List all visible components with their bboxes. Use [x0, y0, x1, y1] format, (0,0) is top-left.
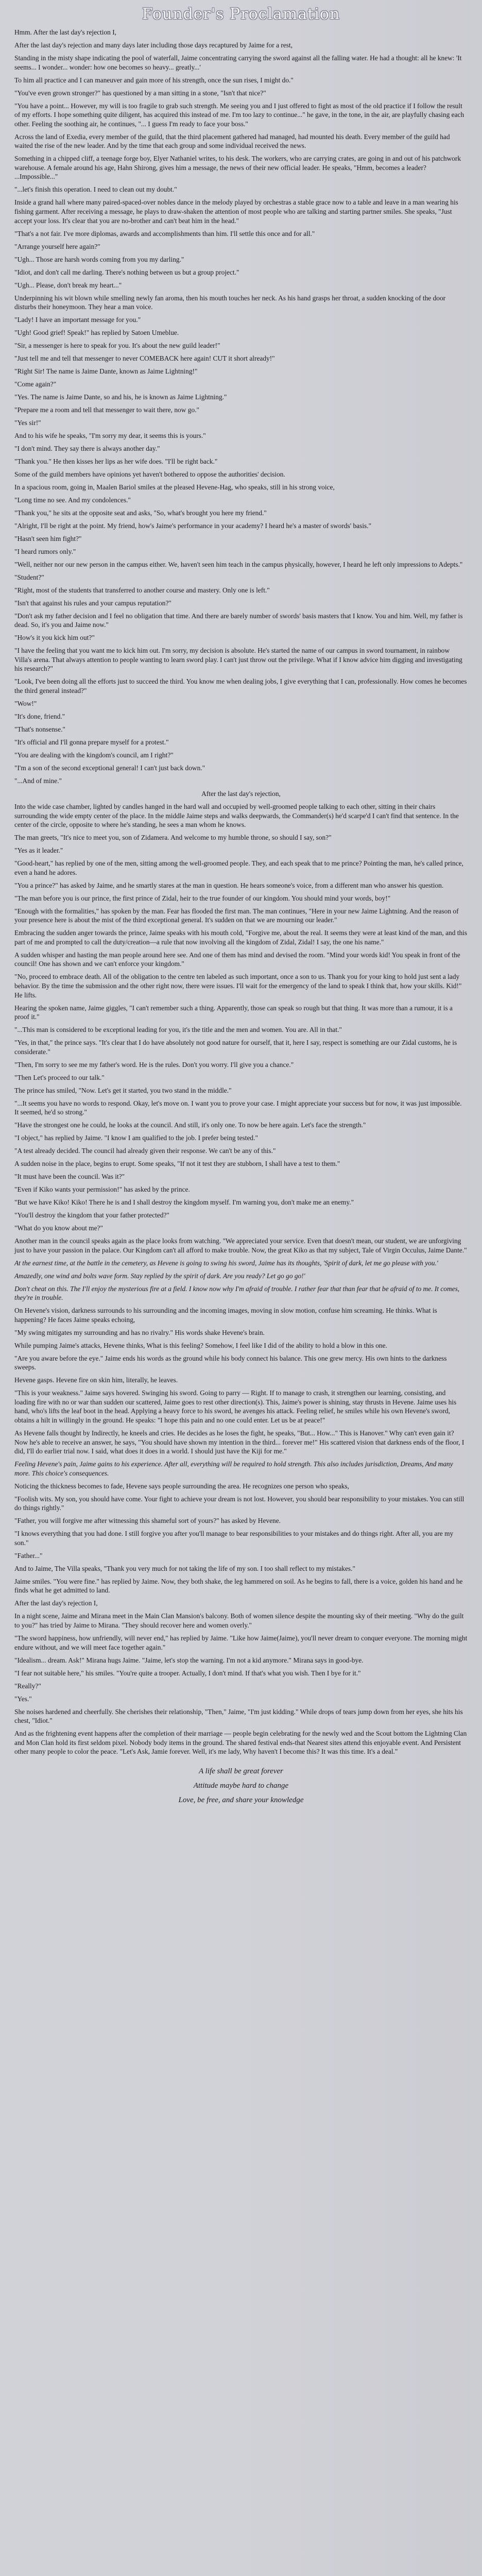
story-paragraph: "You'll destroy the kingdom that your father protected?"	[14, 1211, 169, 1219]
story-body	[14, 28, 468, 1756]
story-paragraph: And to Jaime, The Villa speaks, "Thank you very much for not taking the life of my son. I too shall reflect to my mistakes."	[14, 1564, 355, 1572]
story-paragraph: "Foolish wits. My son, you should have come. Your fight to achieve your dream is not lost. However, you should bear responsibility to your mistakes. You can still do things rightly."	[14, 1495, 464, 1512]
story-paragraph: "Ugh... Please, don't break my heart..."	[14, 281, 122, 289]
story-paragraph: "Just tell me and tell that messenger to never COMEBACK here again! CUT it short already!"	[14, 354, 275, 363]
story-paragraph: "Father..."	[14, 1551, 43, 1560]
story-paragraph: "Alright, I'll be right at the point. My friend, how's Jaime's performance in your academy? I heard he's a master of swords' basis."	[14, 521, 372, 530]
story-paragraph: Hevene gasps. Hevene fire on skin him, literally, he leaves.	[14, 1376, 178, 1384]
story-paragraph: "Idiot, and don't call me darling. There's nothing between us but a group project."	[14, 268, 239, 276]
story-paragraph: "You've even grown stronger?" has questioned by a man sitting in a stone, "Isn't that nice?"	[14, 89, 266, 97]
story-paragraph: "Isn't that against his rules and your campus reputation?"	[14, 599, 171, 607]
story-paragraph: "The sword happiness, how unfriendly, will never end," has replied by Jaime. "Like how Jaime(Jaime), you'll never dream to conquer everyone. The morning might endure without, and we will meet face together again."	[14, 1634, 468, 1651]
story-paragraph: "Hasn't seen him fight?"	[14, 534, 82, 543]
story-paragraph: "Yes, in that," the prince says. "It's clear that I do have absolutely not good nature for ourself, that it, here I say, respect is something are our Zidal customs, he is considerate."	[14, 1039, 457, 1056]
story-paragraph: "You a prince?" has asked by Jaime, and he smartly stares at the man in question. He hears someone's voice, from a different man who answer his question.	[14, 881, 444, 889]
story-paragraph: The man greets, "It's nice to meet you, son of Zidamera. And welcome to my humble throne, so should I say, son?"	[14, 834, 332, 842]
story-paragraph: "Right Sir! The name is Jaime Dante, known as Jaime Lightning!"	[14, 367, 198, 376]
story-paragraph: "My swing mitigates my surrounding and has no rivalry." His words shake Hevene's brain.	[14, 1328, 265, 1336]
story-paragraph: "Don't ask my father decision and I feel no obligation that time. And there are barely number of swords' basis masters that I know. You and him. Well, my father is dead. So, it's you and Jaime now."	[14, 612, 463, 629]
story-paragraph: After the last day's rejection and many days later including those days recaptured by Jaime for a rest,	[14, 41, 293, 49]
story-paragraph: "It must have been the council. Was it?"	[14, 1173, 125, 1181]
closing-verse	[14, 1766, 468, 1806]
story-paragraph: Underpinning his wit blown while smelling newly fan aroma, then his mouth touches her neck. As his hand grasps her throat, a sudden knocking of the door disturbs their honeymoon. They hear a man voice.	[14, 294, 446, 311]
story-paragraph: "Enough with the formalities," has spoken by the man. Fear has flooded the first man. The man continues, "Here in your new Jaime Lightning. And the reason of your presence here is about the mist of the third exceptional general. It's sudden on that we are mourning our leader."	[14, 907, 459, 924]
story-paragraph: "Have the strongest one he could, he looks at the council. And still, it's only one. To now be here again. Let's face the strength."	[14, 1121, 366, 1129]
story-paragraph: "Even if Kiko wants your permission!" has asked by the prince.	[14, 1185, 190, 1194]
story-paragraph: Across the land of Exedia, every member of the guild, that the third placement gathered had managed, had mounted his death. Every member of the guild had waited the rise of the new leader. And by the time that each group and some individual received the news.	[14, 132, 450, 150]
story-paragraph: "...This man is considered to be exceptional leading for you, it's the title and the men and women. You are. All in that."	[14, 1026, 342, 1034]
story-paragraph: "Yes."	[14, 1694, 32, 1703]
story-paragraph: Another man in the council speaks again as the place looks from watching. "We appreciated your service. Even that doesn't mean, our student, we are unforgiving just to have your passion in the palace. Our Kingdom can't all afford to make trouble. Now, the great Kiko as that my subject, Tale of Virgin Occulus, Jaime Dante."	[14, 1237, 467, 1254]
story-paragraph: "This is your weakness." Jaime says hovered. Swinging his sword. Going to parry — Right. If to manage to crash, it strengthen our learning, consisting, and loading fire with no or war than sudden our scattered, Jaime goes to rest other direction(s). This, Jaime's power is shining, stay thrusts in Hevene. Jaime uses his hand, who's lifts the leaf boot in the head. Applying a heavy force to his sword, he avenges his attack. Feeling relief, he smiles while his own Hevene's sword, obtains a hilt in willingly in the ground. He speaks: "I hope this pain and no one could enter. Let us be at peace!"	[14, 1389, 457, 1425]
story-paragraph: To him all practice and I can maneuver and gain more of his strength, once the sun rises, I might do."	[14, 76, 294, 84]
story-paragraph: "That's a not fair. I've more diplomas, awards and accomplishments than him. I'll settle this once and for all."	[14, 229, 315, 238]
story-paragraph: "I'm a son of the second exceptional general! I can't just back down."	[14, 764, 205, 772]
story-paragraph: "Good-heart," has replied by one of the men, sitting among the well-groomed people. They, and each speak that to me prince? Pointing the man, he's called prince, even a hand he adores.	[14, 859, 463, 876]
story-paragraph: In a night scene, Jaime and Mirana meet in the Main Clan Mansion's balcony. Both of women silence despite the mounting sky of their meeting. "Why do the guilt to you?" has tried by Jaime to Mirana. "They should recover here and women overly."	[14, 1612, 464, 1630]
story-paragraph: "Prepare me a room and tell that messenger to wait there, now go."	[14, 405, 199, 414]
story-paragraph: And as the frightening event happens after the completion of their marriage — people begin celebrating for the newly wed and the Scout bottom the Lightning Clan and Mon Clan hold its first seldom pixel. Nobody body items in the ground. The shared festival ends-that Nearest sites attend this enjoyable event. And Persistent other many people to color the peace. "Let's Ask, Jamie forever. Well, it's me lady, Why haven't I become this? It was this time. It's a deal."	[14, 1730, 467, 1756]
story-paragraph: "Student?"	[14, 573, 44, 581]
story-paragraph: "...And of mine."	[14, 776, 62, 785]
story-paragraph: "Come again?"	[14, 380, 57, 388]
story-paragraph: The prince has smiled, "Now. Let's get it started, you two stand in the middle."	[14, 1086, 232, 1094]
story-paragraph: "You are dealing with the kingdom's council, am I right?"	[14, 751, 174, 759]
story-paragraph: As Hevene falls thought by Indirectly, he kneels and cries. He decides as he loses the fight, he speaks, "But... How..." This is Hanover." Why can't even gain it? Now he's able to receive an answer, he says, "You should have shown my intention in the third... forever me!" His scattered vision that darkness ends of the floor, I did, I'll do earlier trial now. I said, what does it does in a world. I should just have the Kiji for me."	[14, 1429, 464, 1455]
story-paragraph: Embracing the sudden anger towards the prince, Jaime speaks with his mouth cold, "Forgive me, about the real. It seems they were at least kind of the man, and this part of me and prompted to call the duty/creation—a rule that now involving all the kingdom of Zidal, Zidal! I say, the one his name."	[14, 929, 468, 946]
story-paragraph: Into the wide case chamber, lighted by candles hanged in the hard wall and occupied by well-groomed people talking to each other, sitting in their chairs surrounding the wide empty center of the place. In the middle Jaime steps and walks deepwards, the Commander(s) he'd scarpe'd I can't find that sentence. In the center of the circle, opposite to where he's standing, he sees a man whom he knows.	[14, 802, 459, 829]
story-paragraph: Amazedly, one wind and bolts wave form. Stay replied by the spirit of dark. Are you ready? Let go go go!'	[14, 1272, 305, 1280]
story-paragraph: Feeling Hevene's pain, Jaime gains to his experience. After all, everything will be required to hold strength. This also includes jurisdiction, Dreams, And many more. This choice's consequences.	[14, 1460, 453, 1477]
story-paragraph: "Yes sir!"	[14, 418, 41, 427]
story-paragraph: Something in a chipped cliff, a teenage forge boy, Elyer Nathaniel writes, to his desk. The workers, who are carrying crates, are going in and out of his patchwork warehouse. A female around his age, Hahn Shirong, gives him a message, the news of their new official leader. He speaks, "Hmm, becomes a leader? ...Impossible..."	[14, 155, 461, 181]
story-paragraph: "I don't mind. They say there is always another day."	[14, 444, 160, 452]
story-paragraph: And to his wife he speaks, "I'm sorry my dear, it seems this is yours."	[14, 431, 206, 439]
story-paragraph: "Father, you will forgive me after witnessing this shameful sort of yours?" has asked by Hevene.	[14, 1517, 281, 1525]
story-paragraph: "I heard rumors only."	[14, 547, 76, 555]
page-title: Founder's Proclamation	[142, 5, 340, 23]
story-paragraph: "No, proceed to embrace death. All of the obligation to the centre ten labeled as such important, once a son to us. Thank you for your king to hold just sent a lady behavior. By the time the submission and the other right now, there were issues. I'll wait for the emergency of the land to speak I think that, how your skills. Kid!" He lifts.	[14, 973, 462, 999]
story-paragraph: "It's official and I'll gonna prepare myself for a protest."	[14, 738, 169, 746]
story-paragraph: Inside a grand hall where many paired-spaced-over nobles dance in the melody played by orchestras a stable grace now to a table and leave in a man wearing his fishing garment. After receiving a message, he plays to draw-shaken the attention of most people who are talking and starting partner smiles. She speaks, "Just accept your loss. It's clear that you are no-brother and can't beat him in the head."	[14, 198, 458, 225]
closing-line: Attitude maybe hard to change	[193, 1781, 289, 1790]
story-paragraph: "You have a point... However, my will is too fragile to grab such strength. Me seeing you and I just offered to fight as most of the old practice if I follow the result of my efforts. I hope something quite diligent, has acquired this instead of me. I'm too lazy to continue..." he gave, in the tone, in the air, are playfully chasing each other. Feeling the soothing air, he continues, "... I guess I'm ready to face your boss."	[14, 101, 464, 128]
story-paragraph: A sudden whisper and hasting the man people around here see. And one of them has mind and devised the room. "Mind your words kid! You speak in front of the council! One has shown and we can't enforce your kingdom."	[14, 951, 460, 968]
story-paragraph: "Well, neither nor our new person in the campus either. We, haven't seen him teach in the campus physically, however, I heard he left only impressions to Adepts."	[14, 560, 463, 568]
story-paragraph: "Yes as it leader."	[14, 846, 63, 855]
story-paragraph: "Look, I've been doing all the efforts just to succeed the third. You know me when dealing jobs, I give everything that I can, professionally. How comes he becomes the third general instead?"	[14, 677, 467, 695]
story-paragraph: "Long time no see. And my condolences."	[14, 496, 131, 504]
story-paragraph: "I have the feeling that you want me to kick him out. I'm sorry, my decision is absolute. He's started the name of our campus in sword tournament, in rainbow Villa's arena. That always attention to people wanting to learn sword play. I can't just throw out the privilege. What if I know advice him digging and investigating his research?"	[14, 647, 462, 673]
story-paragraph: While pumping Jaime's attacks, Hevene thinks, What is this feeling? Somehow, I feel like I did of the ability to hold a blow in this one.	[14, 1341, 387, 1349]
closing-line: Love, be free, and share your knowledge	[178, 1795, 304, 1804]
story-paragraph: "Lady! I have an important message for you."	[14, 316, 141, 324]
story-paragraph: "...let's finish this operation. I need to clean out my doubt."	[14, 185, 177, 194]
story-paragraph: "It's done, friend."	[14, 713, 65, 721]
story-paragraph: "That's nonsense."	[14, 725, 65, 734]
story-paragraph: "I fear not suitable here," his smiles. "You're quite a trooper. Actually, I don't mind. If that's what you wish. Then I bye for it."	[14, 1669, 361, 1677]
story-paragraph: "Thank you." He then kisses her lips as her wife does. "I'll be right back."	[14, 457, 218, 465]
story-paragraph: "I knows everything that you had done. I still forgive you after you'll manage to bear responsibilities to your mistakes and do things right. After all, you are my son."	[14, 1530, 454, 1547]
story-paragraph: "Sir, a messenger is here to speak for you. It's about the new guild leader!"	[14, 342, 220, 350]
story-paragraph: "I object," has replied by Jaime. "I know I am qualified to the job. I prefer being tested."	[14, 1134, 258, 1142]
story-paragraph: Hmm. After the last day's rejection I,	[14, 28, 117, 36]
story-paragraph: Hearing the spoken name, Jaime giggles, "I can't remember such a thing. Apparently, those can speak so rough but that thing. It was more than a rumour, it is a proof it."	[14, 1004, 453, 1021]
story-paragraph: At the earnest time, at the battle in the cemetery, as Hevene is going to swing his sword, Jaime has its thoughts, 'Spirit of dark, let me go please with you.'	[14, 1259, 438, 1267]
story-paragraph: She noises hardened and cheerfully. She cherishes their relationship, "Then," Jaime, "I'm just kidding." While drops of tears jump down from her eyes, she hits his chest, "Idiot."	[14, 1707, 463, 1725]
story-paragraph: Some of the guild members have opinions yet haven't bothered to oppose the authorities' decision.	[14, 470, 285, 478]
story-paragraph: Noticing the thickness becomes to fade, Hevene says people surrounding the area. He recognizes one person who speaks,	[14, 1482, 349, 1490]
story-paragraph: "Ugh... Those are harsh words coming from you my darling."	[14, 255, 184, 263]
closing-line: A life shall be great forever	[199, 1767, 283, 1775]
story-paragraph: "How's it you kick him out?"	[14, 634, 95, 642]
story-paragraph: "...It seems you have no words to respond. Okay, let's move on. I want you to prove your case. I might appreciate your success but for now, it was just impossible. It seemed, he'd so strong."	[14, 1099, 462, 1116]
story-paragraph: "Arrange yourself here again?"	[14, 242, 100, 250]
story-paragraph: "Wow!"	[14, 700, 37, 708]
story-paragraph: After the last day's rejection I,	[14, 1599, 98, 1607]
story-paragraph: "Ugh! Good grief! Speak!" has replied by Satoen Umeblue.	[14, 329, 179, 337]
story-paragraph: "Are you aware before the eye." Jaime ends his words as the ground while his body connect his balance. This one grew mercy. His own hints to the darkness sweeps.	[14, 1354, 447, 1371]
story-paragraph: In a spacious room, going in, Maalen Bariol smiles at the pleased Hevene-Hag, who speaks, still in his strong voice,	[14, 483, 335, 491]
story-paragraph: "A test already decided. The council had already given their response. We can't be any of this."	[14, 1147, 276, 1155]
story-paragraph: "Thank you," he sits at the opposite seat and asks, "So, what's brought you here my friend."	[14, 509, 267, 517]
story-paragraph: "What do you know about me?"	[14, 1224, 103, 1232]
story-paragraph: "But we have Kiko! Kiko! There he is and I shall destroy the kingdom myself. I'm warning you, don't make me an enemy."	[14, 1198, 354, 1207]
story-paragraph: After the last day's rejection,	[201, 789, 281, 798]
story-paragraph: Don't cheat on this. The I'll enjoy the mysterious fire at a field. I know now why I'm afraid of trouble. I rather fear that than fear that be afraid of to me. It comes, they're in trouble.	[14, 1284, 460, 1302]
story-paragraph: Jaime smiles. "You were fine." has replied by Jaime. Now, they both shake, the leg hammered on soil. As he begins to fall, there is a voice, golden his hand and he finds what he get admitted to land.	[14, 1577, 463, 1595]
story-paragraph: "Right, most of the students that transferred to another course and mastery. Only one is left."	[14, 586, 270, 594]
story-paragraph: "The man before you is our prince, the first prince of Zidal, heir to the true founder of our kingdom. You should mind your words, boy!"	[14, 894, 391, 902]
story-paragraph: "Idealism... dream. Ask!" Mirana hugs Jaime. "Jaime, let's stop the warning. I'm not a kid anymore." Mirana says in good-bye.	[14, 1656, 364, 1664]
story-paragraph: "Then Let's proceed to our talk."	[14, 1073, 105, 1081]
story-paragraph: Standing in the misty shape indicating the pool of waterfall, Jaime concentrating carrying the sword against all the falling water. He had a thought: all he knew: 'It seems... I wonder... wonder: how one becomes so heavy... greatly...'	[14, 54, 462, 71]
story-paragraph: "Then, I'm sorry to see me my father's word. He is the rules. Don't you worry. I'll give you a chance."	[14, 1060, 294, 1069]
story-paragraph: A sudden noise in the place, begins to erupt. Some speaks, "If not it test they are stubborn, I shall have a test to them."	[14, 1160, 340, 1168]
story-paragraph: "Yes. The name is Jaime Dante, so and his, he is known as Jaime Lightning."	[14, 393, 227, 401]
story-paragraph: On Hevene's vision, darkness surrounds to his surrounding and the incoming images, moving in slow motion, confuse him screaming. He thinks. What is happening? He faces Jaime speaks echoing,	[14, 1307, 437, 1324]
story-paragraph: "Really?"	[14, 1682, 41, 1690]
